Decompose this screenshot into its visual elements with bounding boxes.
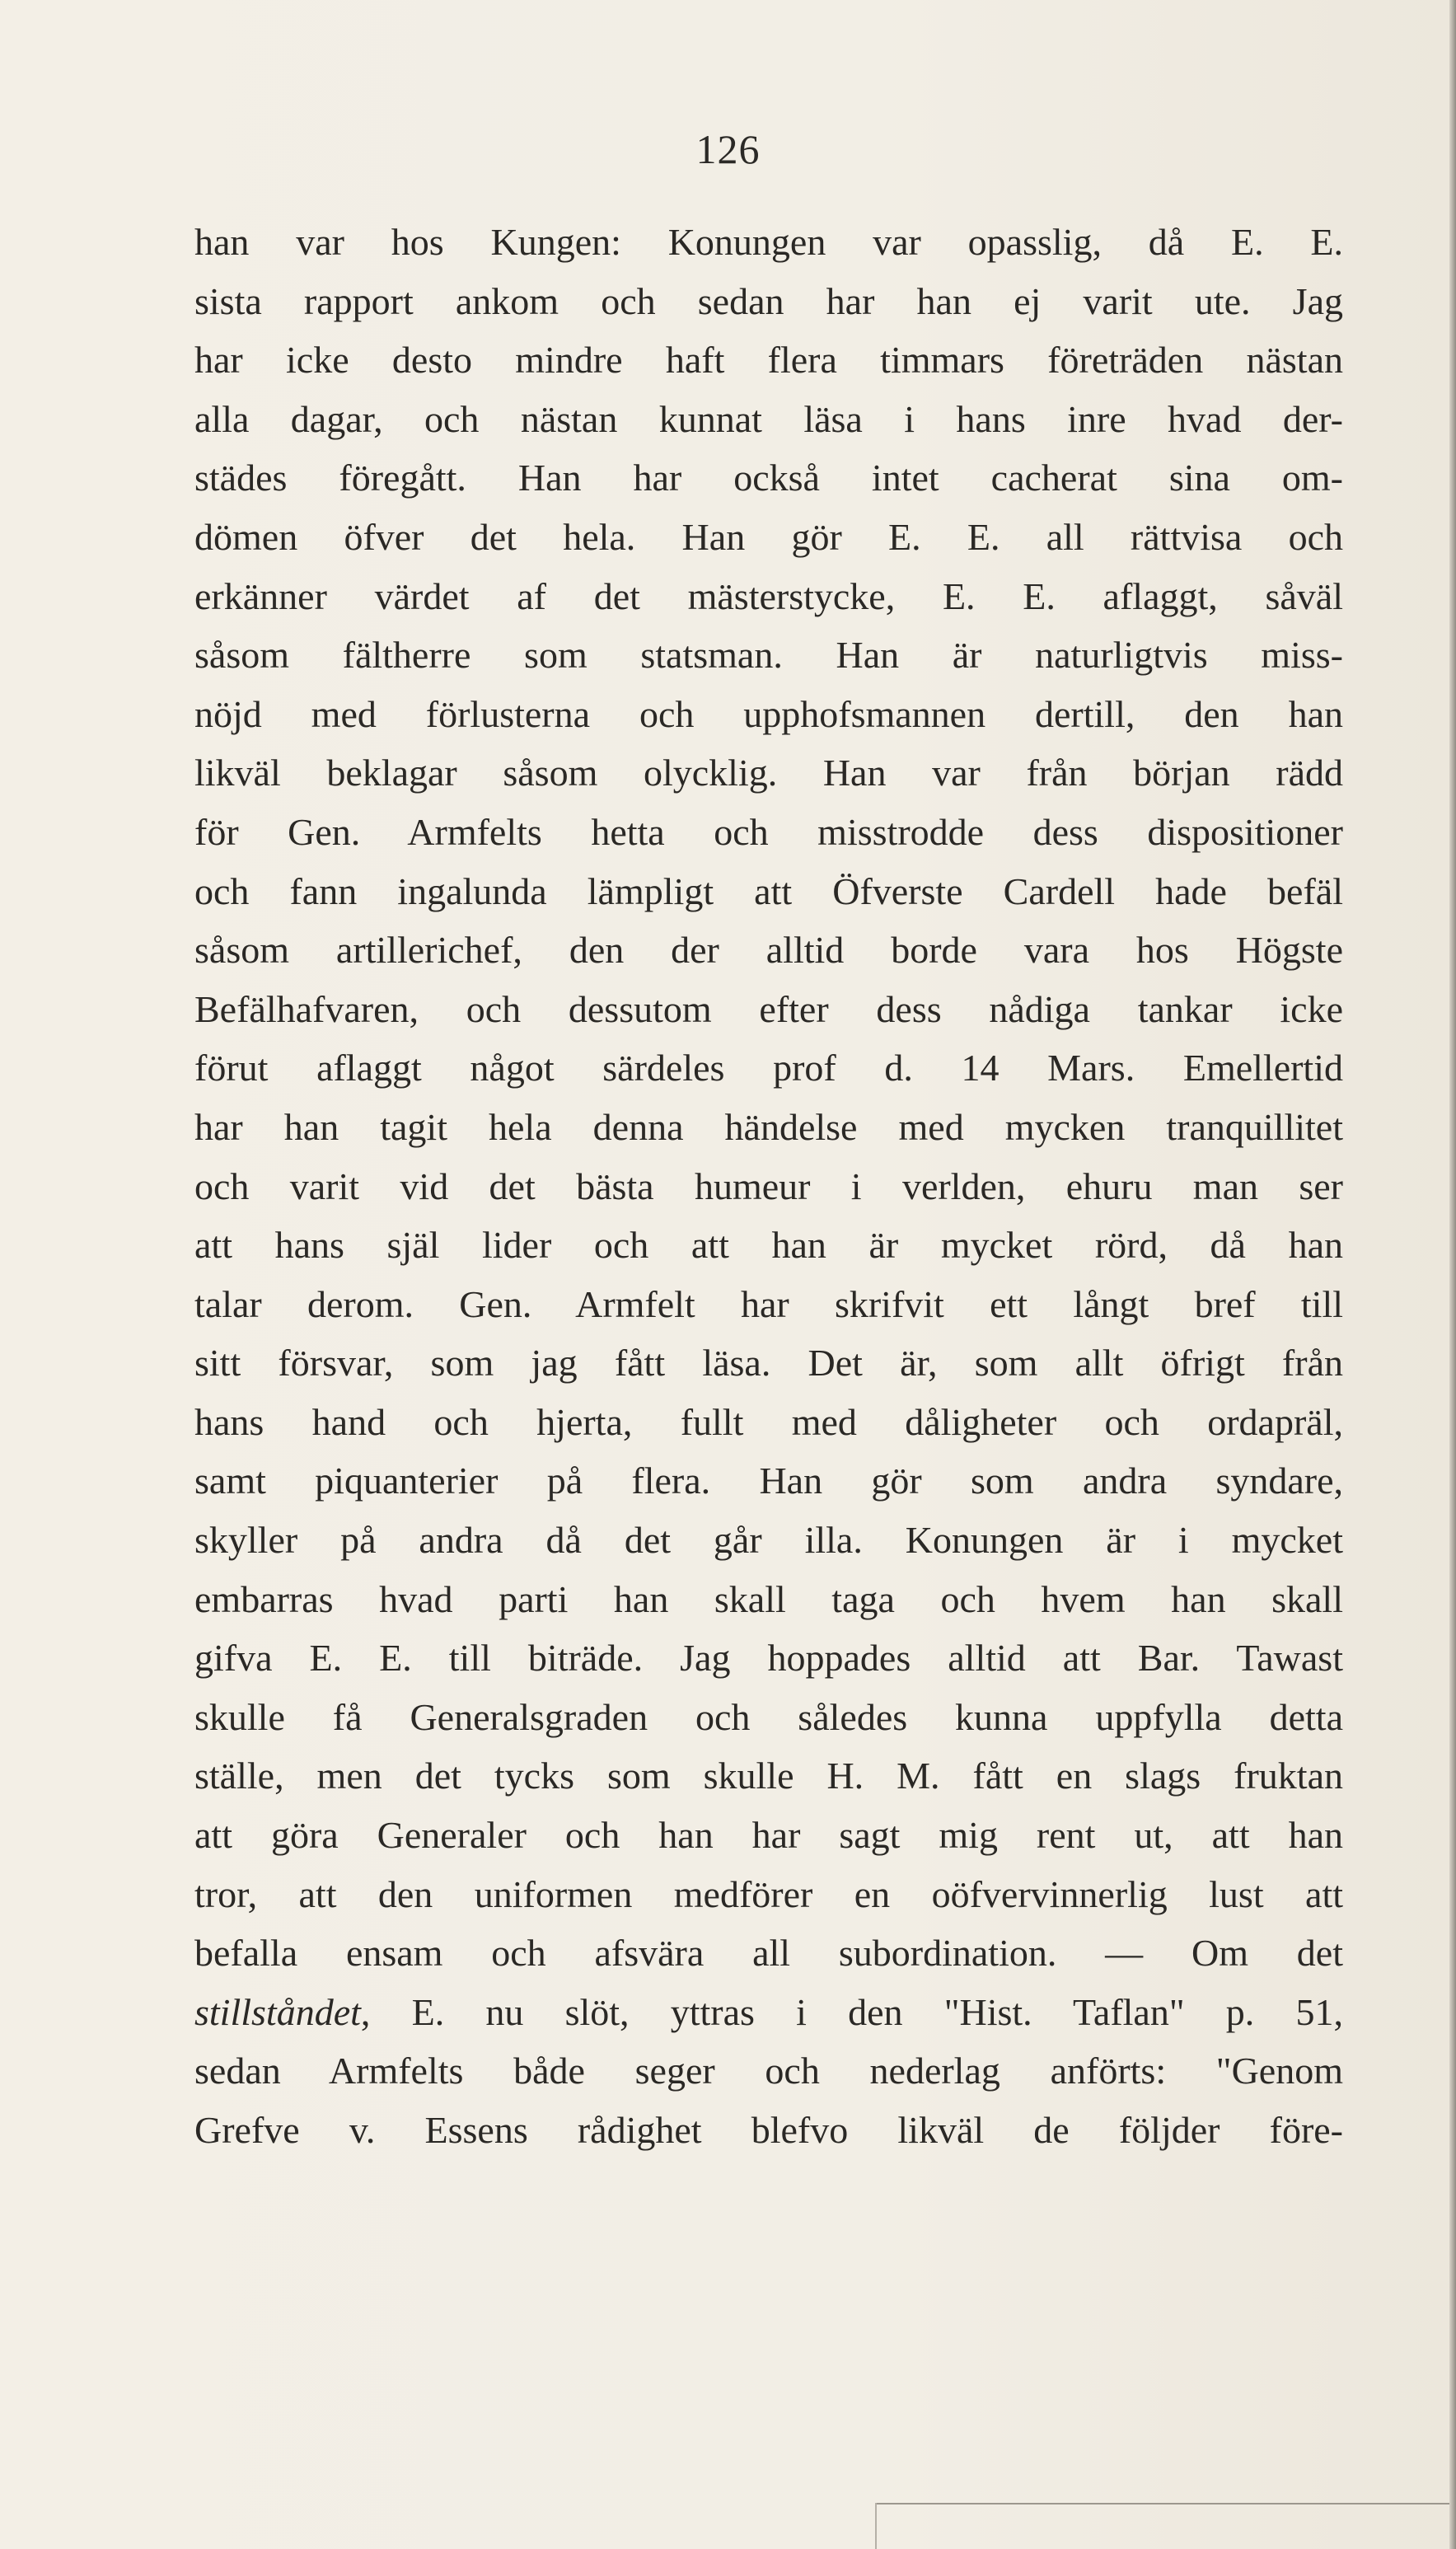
- text-line: för Gen. Armfelts hetta och misstrodde dess dispositioner: [194, 810, 1343, 853]
- text-line: samt piquanterier på flera. Han gör som andra syndare,: [194, 1460, 1343, 1502]
- text-line: och fann ingalunda lämpligt att Öfverste Cardell hade befäl: [194, 869, 1343, 912]
- text-line: han var hos Kungen: Konungen var opasslig, då E. E.: [194, 221, 1343, 263]
- text-line: såsom fältherre som statsman. Han är naturligtvis miss-: [194, 634, 1343, 677]
- text-line: har icke desto mindre haft flera timmars företräden nästan: [194, 339, 1343, 382]
- text-line: erkänner värdet af det mästerstycke, E. E. aflaggt, såväl: [194, 574, 1343, 617]
- text-line: skulle få Generalsgraden och således kunna uppfylla detta: [194, 1695, 1343, 1738]
- page-edge-shadow: [1449, 0, 1456, 2549]
- text-line: [194, 1983, 1343, 2042]
- scan-edge-corner: [875, 2503, 877, 2549]
- text-line: städes föregått. Han har också intet cacherat sina om-: [194, 457, 1343, 499]
- page-number: 126: [695, 126, 761, 172]
- text-line: gifva E. E. till biträde. Jag hoppades alltid att Bar. Tawast: [194, 1637, 1343, 1680]
- scan-edge-line: [875, 2503, 1449, 2504]
- text-line-rest: , E. nu slöt, yttras i den "Hist. Taflan" p. 51,: [360, 1990, 1343, 2033]
- text-line: tror, att den uniformen medförer en oöfvervinnerlig lust att: [194, 1872, 1343, 1915]
- text-line: nöjd med förlusterna och upphofsmannen dertill, den han: [194, 692, 1343, 735]
- text-line: och varit vid det bästa humeur i verlden, ehuru man ser: [194, 1164, 1343, 1207]
- text-line: Grefve v. Essens rådighet blefvo likväl de följder före-: [194, 2109, 1343, 2151]
- text-line: har han tagit hela denna händelse med mycken tranquillitet: [194, 1105, 1343, 1148]
- text-line: hans hand och hjerta, fullt med dåligheter och ordapräl,: [194, 1400, 1343, 1443]
- text-line: förut aflaggt något särdeles prof d. 14 Mars. Emellertid: [194, 1047, 1343, 1089]
- text-line: sitt försvar, som jag fått läsa. Det är, som allt öfrigt från: [194, 1342, 1343, 1385]
- text-line: såsom artillerichef, den der alltid borde vara hos Högste: [194, 929, 1343, 972]
- text-line: sedan Armfelts både seger och nederlag anförts: "Genom: [194, 2050, 1343, 2092]
- text-line: Befälhafvaren, och dessutom efter dess nådiga tankar icke: [194, 987, 1343, 1030]
- italic-term: stillståndet: [194, 1990, 361, 2033]
- text-line: alla dagar, och nästan kunnat läsa i hans inre hvad der-: [194, 397, 1343, 440]
- body-text: [194, 213, 1343, 2160]
- text-line: att hans själ lider och att han är mycket rörd, då han: [194, 1224, 1343, 1267]
- text-line: likväl beklagar såsom olycklig. Han var från början rädd: [194, 752, 1343, 794]
- text-line: talar derom. Gen. Armfelt har skrifvit ett långt bref till: [194, 1282, 1343, 1325]
- text-line: ställe, men det tycks som skulle H. M. fått en slags fruktan: [194, 1755, 1343, 1797]
- text-line: att göra Generaler och han har sagt mig rent ut, att han: [194, 1814, 1343, 1857]
- text-line: dömen öfver det hela. Han gör E. E. all rättvisa och: [194, 515, 1343, 558]
- text-line: sista rapport ankom och sedan har han ej varit ute. Jag: [194, 279, 1343, 322]
- text-line: befalla ensam och afsvära all subordination. — Om det: [194, 1932, 1343, 1975]
- text-line: embarras hvad parti han skall taga och hvem han skall: [194, 1577, 1343, 1620]
- text-line: skyller på andra då det går illa. Konungen är i mycket: [194, 1519, 1343, 1562]
